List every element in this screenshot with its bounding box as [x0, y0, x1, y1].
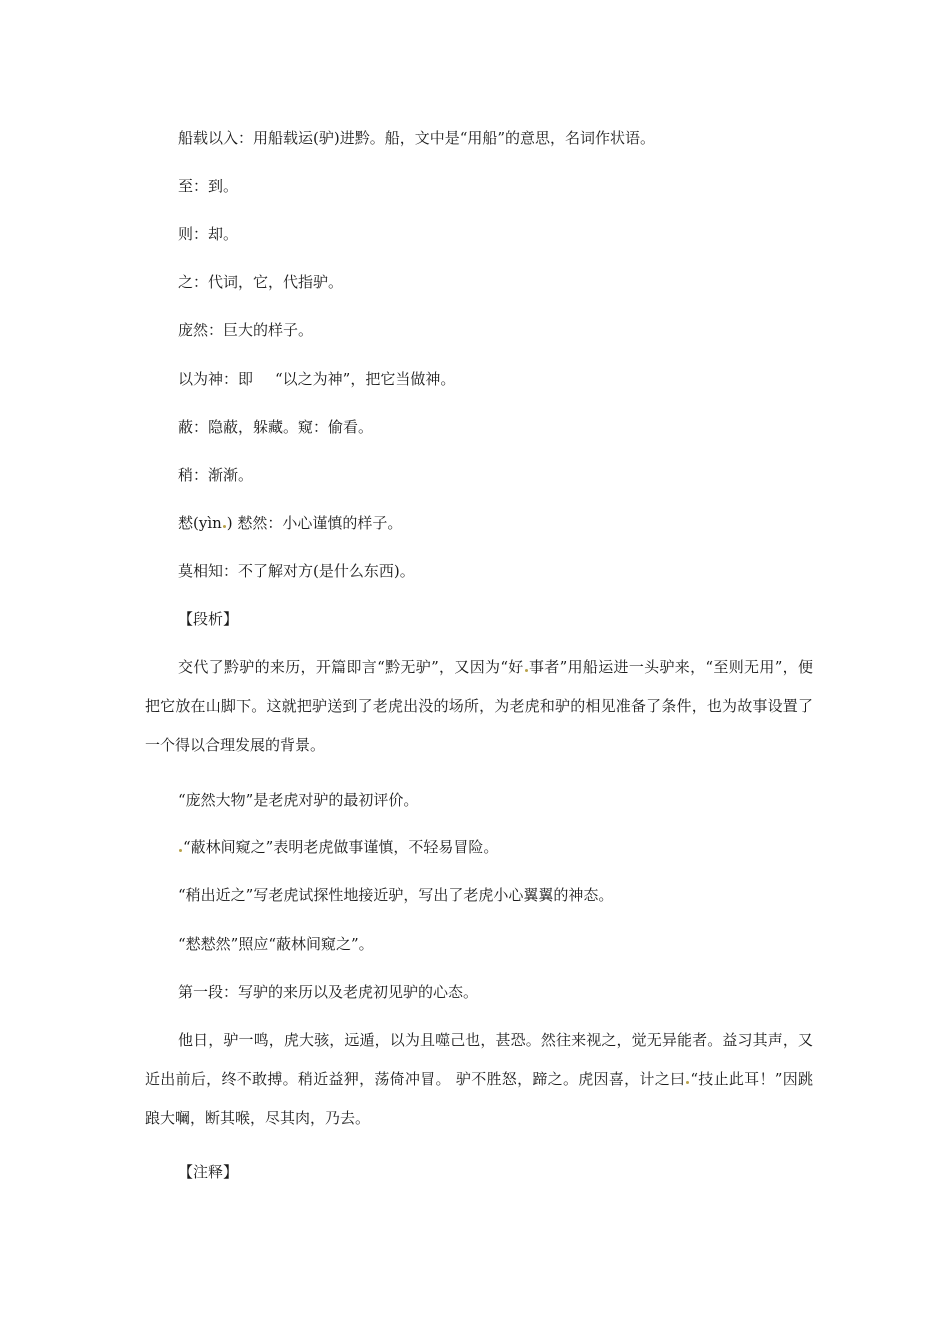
annotation-line: 之：代词，它，代指驴。	[178, 273, 344, 291]
mark-dot	[525, 669, 528, 672]
annotation-line	[178, 513, 402, 533]
annotation-line: 蔽：隐蔽，躲藏。窥：偷看。	[178, 418, 374, 436]
annotation-line: 船载以入：用船载运(驴)进黔。船，文中是“用船”的意思，名词作状语。	[178, 129, 656, 147]
section-heading-notes: 【注释】	[178, 1163, 239, 1181]
analysis-line: “蔽林间窥之”表明老虎做事谨慎，不轻易冒险。	[178, 837, 498, 857]
section-heading-analysis: 【段析】	[178, 610, 239, 628]
annotation-rest: ) 慭然：小心谨慎的样子。	[226, 514, 403, 532]
mark-dot	[686, 1081, 689, 1084]
analysis-line: “稍出近之”写老虎试探性地接近驴，写出了老虎小心翼翼的神态。	[178, 886, 614, 904]
annotation-line: 莫相知：不了解对方(是什么东西)。	[178, 562, 415, 580]
annotation-rest: “以之为神”，把它当做神。	[275, 370, 456, 388]
analysis-line: “慭慭然”照应“蔽林间窥之”。	[178, 935, 374, 953]
mark-dot	[179, 849, 182, 852]
mark-dot	[223, 525, 226, 528]
annotation-prefix: 以为神：即	[178, 370, 254, 388]
annotation-line: 稍：渐渐。	[178, 466, 254, 484]
annotation-prefix: 慭(yìn	[178, 514, 222, 532]
annotation-line: 则：却。	[178, 225, 239, 243]
annotation-line: 至：到。	[178, 177, 239, 195]
annotation-line	[178, 369, 455, 389]
analysis-paragraph: 交代了黔驴的来历，开篇即言“黔无驴”，又因为“好 事者”用船运进一头驴来，“至则无用”，便把它放在山脚下。这就把驴送到了老虎出没的场所，为老虎和驴的相见准备了条件，也为故事设置了一个得以合理发展的背景。	[145, 658, 813, 754]
annotation-line: 庞然：巨大的样子。	[178, 321, 314, 339]
text-paragraph: 他日，驴一鸣，虎大骇，远遁，以为且噬己也，甚恐。然往来视之，觉无异能者。益习其声，又近出前后，终不敢搏。稍近益狎，荡倚冲冒。 驴不胜怒，蹄之。虎因喜，计之曰 “技止此耳！”因跳踉大㘎，断其喉，尽其肉，乃去。	[145, 1031, 813, 1127]
analysis-line: 第一段：写驴的来历以及老虎初见驴的心态。	[178, 983, 479, 1001]
analysis-line: “庞然大物”是老虎对驴的最初评价。	[178, 791, 419, 809]
